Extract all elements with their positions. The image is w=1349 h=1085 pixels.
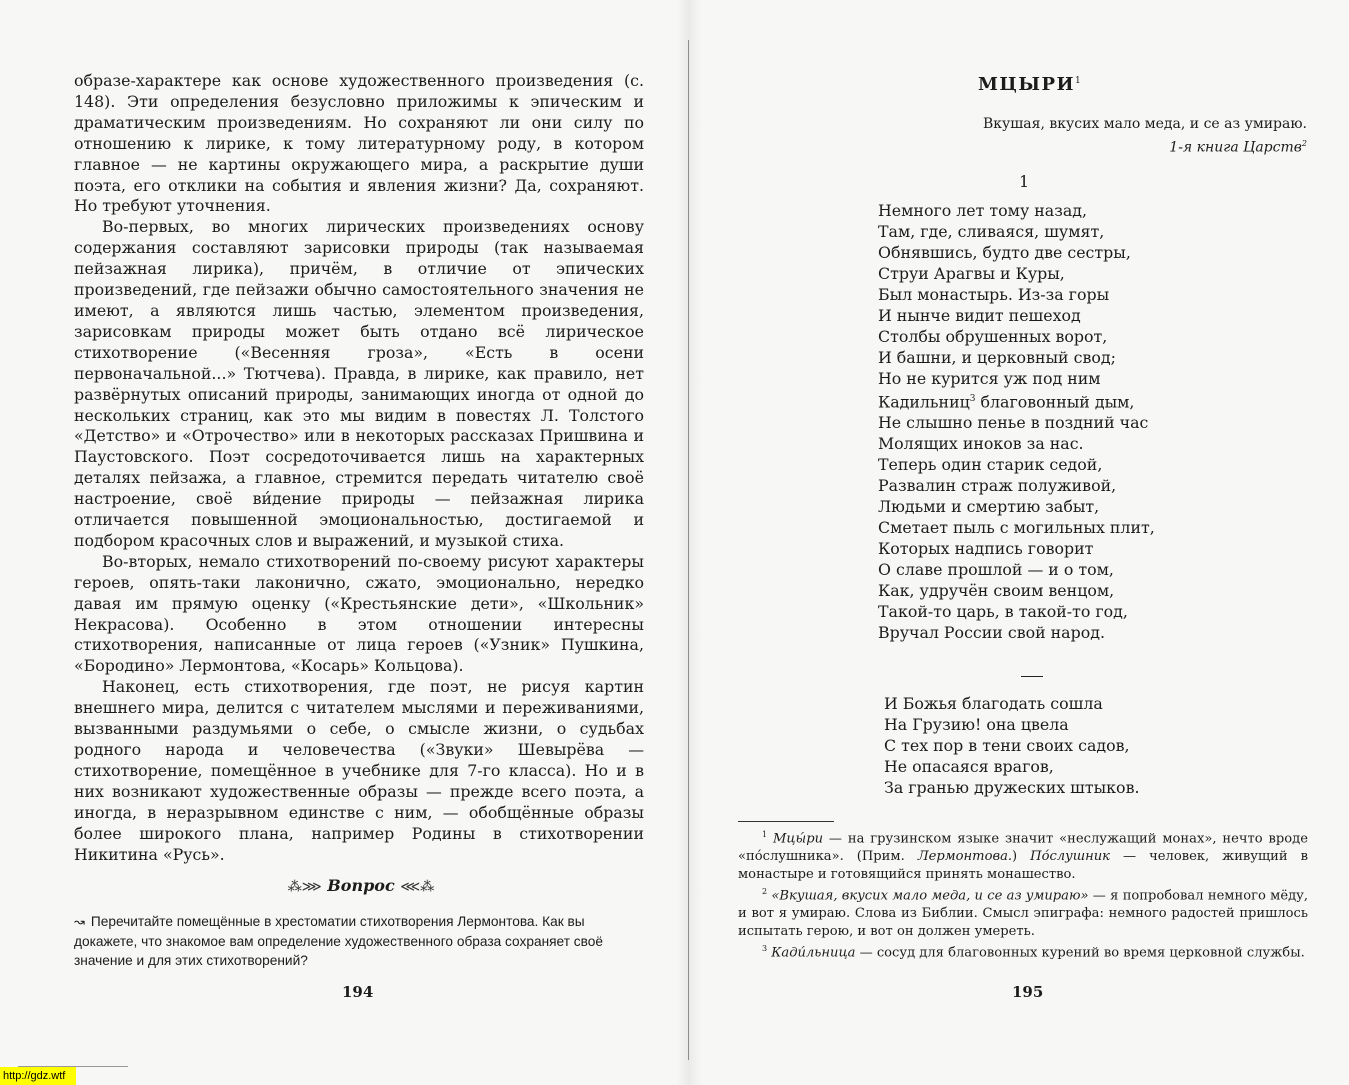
footnote-text: — сосуд для благовонных курений во время церковной службы. (855, 945, 1305, 961)
footnote-text: — человек, живущий в монастыре и готовящийся принять монашество. (738, 848, 1308, 882)
footnote-ref: 1 (1075, 76, 1081, 86)
question-block (74, 912, 646, 971)
poem-line-word: Кадильниц (878, 392, 970, 412)
page-number-left: 194 (342, 983, 374, 1001)
poem-line: Сметает пыль с могильных плит, (878, 518, 1155, 538)
question-text: Перечитайте помещённые в хрестоматии стихотворения Лермонтова. Как вы докажете, что знакомое вам определение художественного образа сохраняет своё значение и для этих стихотворений? (74, 914, 603, 968)
paragraph: Наконец, есть стихотворения, где поэт, не рисуя картин внешнего мира, делится с читателем мыслями и переживаниями, вызванными раздумьями о себе, о смысле жизни, о судьбах родного народа и человечества («Звуки» Шевырёва — стихотворение, помещённое в учебнике для 7-го класса). Но и в них возникают художественные образы — прежде всего поэта, а иногда, в неразрывном единстве с ним, — обобщённые образы более широкого плана, например Родины в стихотворении Никитина «Русь». (74, 677, 644, 864)
footnote-text: — на грузинском языке значит «неслужащий монах», нечто вроде «по́слушника». (Прим. (738, 831, 1308, 864)
poem-line: И нынче видит пешеход (878, 306, 1081, 325)
poem-line: И башни, и церковный свод; (878, 348, 1116, 367)
footnote-text: — я попробовал немного мёду, и вот я умираю. Слова из Библии. Смысл эпиграфа: немного радостей пришлось испытать герою, и вот он должен умереть. (738, 888, 1308, 939)
epigraph (900, 115, 1307, 158)
poem-line: Не слышно пенье в поздний час (878, 413, 1149, 433)
footnotes (738, 826, 1308, 962)
poem-line: Как, удручён своим венцом, (878, 581, 1115, 601)
poem-title (978, 74, 1081, 95)
poem-line: Вручал России свой народ. (878, 623, 1105, 643)
poem-line: За гранью дружеских штыков. (884, 778, 1140, 797)
poem-title-text: МЦЫРИ (978, 74, 1075, 95)
poem-line: Там, где, сливаяся, шумят, (878, 222, 1105, 241)
poem-line: Такой-то царь, в такой-то год, (878, 602, 1128, 622)
poem-line: Столбы обрушенных ворот, (878, 327, 1108, 346)
poem-line: Молящих иноков за нас. (878, 434, 1084, 454)
poem-line: Теперь один старик седой, (878, 455, 1103, 475)
stanza-number: 1 (1019, 172, 1030, 191)
poem-line: На Грузию! она цвела (884, 715, 1069, 734)
poem-line: Не опасаяся врагов, (884, 757, 1054, 776)
epigraph-source (900, 134, 1307, 158)
footnote-ref: 3 (969, 394, 976, 404)
footnote (738, 940, 1308, 962)
poem-line: Был монастырь. Из-за горы (878, 285, 1110, 304)
poem-line: О славе прошлой — и о том, (878, 560, 1114, 580)
poem-stanza-1 (878, 200, 1298, 643)
footnote-term: Кади́льница (771, 945, 856, 961)
poem-line: И Божья благодать сошла (884, 694, 1103, 713)
poem-line: Развалин страж полуживой, (878, 476, 1117, 496)
poem-line: Но не курится уж под ним (878, 369, 1101, 388)
page-number-right: 195 (1012, 983, 1044, 1001)
book-gutter-shade (676, 0, 702, 1085)
stanza-divider (1021, 676, 1043, 677)
footnote-term: По́слушник (1030, 848, 1111, 864)
footnote-italic: Лермонтова. (917, 848, 1013, 864)
paragraph: образе-характере как основе художественного произведения (с. 148). Эти определения безусловно приложимы к эпическим и драматическим произведениям. Но сохраняют ли они силу по отношению к лирике, к тому литературному роду, в котором главное — не картины окружающего мира, а раскрытие души поэта, его отклики на события и явления жизни? Да, сохраняют. Но требуют уточнения. (74, 71, 644, 216)
poem-line (878, 389, 1298, 412)
paragraph: Во-первых, во многих лирических произведениях основу содержания составляют зарисовки природы (так называемая пейзажная лирика), причём, в отличие от эпических произведений, где пейзажи обычно самостоятельного значения не имеют, а являются лишь частью, элементом произведения, зарисовкам природы может быть отдано всё лирическое стихотворение («Весенняя гроза», «Есть в осени первоначальной...» Тютчева). Правда, в лирике, как правило, нет развёрнутых описаний природы, занимающих иногда от одной до нескольких страниц, как это мы видим в повестях Л. Толстого «Детство» и «Отрочество» или в некоторых рассказах Пришвина и Паустовского. Поэт сосредоточивается лишь на характерных деталях пейзажа, а главное, стремится передать читателю своё настроение, своё ви́дение природы — пейзажная лирика отличается повышенной эмоциональностью, достигаемой и подбором красочных слов и выражений, и музыкой стиха. (74, 217, 644, 550)
left-page-text (74, 71, 644, 865)
footnote-rule (738, 821, 834, 822)
poem-line: Обнявшись, будто две сестры, (878, 243, 1131, 262)
poem-line: Людьми и смертию забыт, (878, 497, 1100, 517)
question-heading-text: Вопрос (327, 876, 395, 895)
book-gutter (688, 40, 689, 1060)
poem-stanza-2 (884, 693, 1304, 798)
footnote-ref: 2 (1301, 139, 1307, 148)
footnote-number: 1 (762, 830, 768, 839)
poem-line: Струи Арагвы и Куры, (878, 264, 1065, 283)
footnote-term: «Вкушая, вкусих мало меда, и се аз умираю» (771, 888, 1089, 904)
footnote (738, 826, 1308, 883)
footnote-number: 3 (762, 944, 768, 954)
poem-line-rest: благовонный дым, (975, 392, 1135, 412)
paragraph: Во-вторых, немало стихотворений по-своему рисуют характеры героев, опять-таки лаконично, сжато, эмоционально, нередко давая им прямую оценку («Крестьянские дети», «Школьник» Некрасова). Особенно в этом отношении интересны стихотворения, написанные от лица героев («Узник» Пушкина, «Бородино» Лермонтова, «Косарь» Кольцова). (74, 551, 644, 676)
footnote-term: Мцы́ри (772, 831, 824, 847)
footnote-text: ) (1012, 848, 1031, 864)
poem-line: Немного лет тому назад, (878, 201, 1087, 220)
footnote (738, 883, 1308, 940)
epigraph-source-text: 1-я книга Царств (1169, 139, 1302, 156)
pen-arrow-icon: ↝ (74, 914, 85, 929)
poem-line: С тех пор в тени своих садов, (884, 736, 1130, 755)
watermark-link[interactable]: http://gdz.wtf (0, 1067, 76, 1085)
epigraph-text: Вкушая, вкусих мало меда, и се аз умираю. (982, 116, 1307, 132)
poem-line: Которых надпись говорит (878, 539, 1094, 559)
footnote-number: 2 (762, 887, 768, 897)
ornament-left-icon: ⁂⋙ (287, 879, 322, 895)
ornament-right-icon: ⋘⁂ (400, 879, 435, 895)
question-heading (236, 876, 486, 895)
